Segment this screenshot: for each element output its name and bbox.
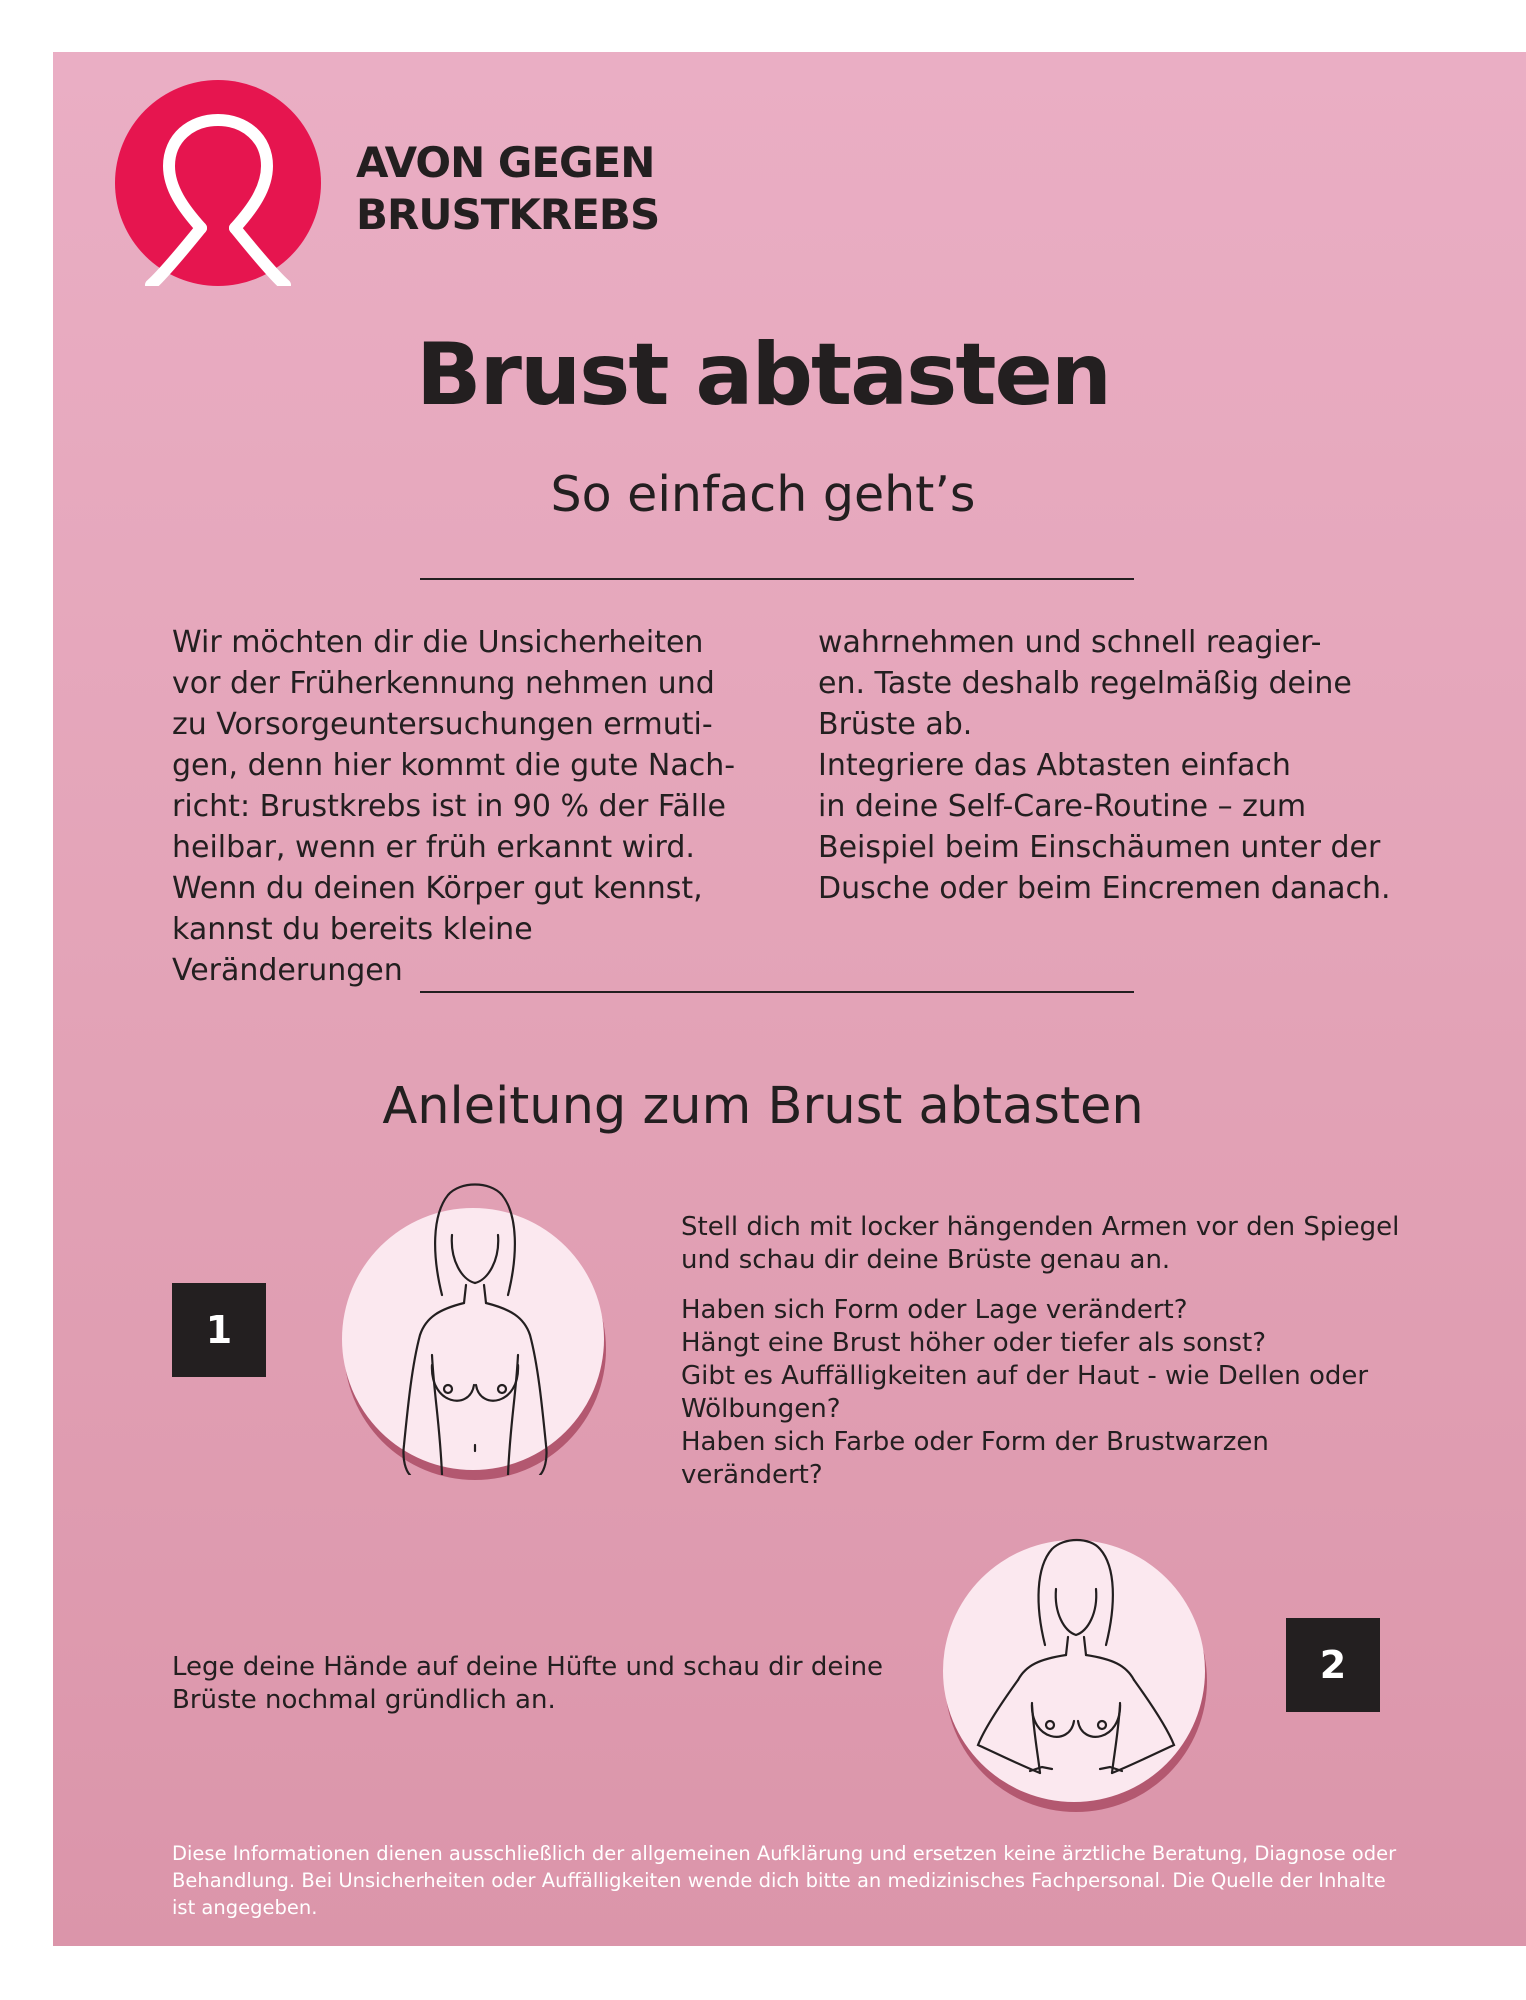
step-1-question: Haben sich Form oder Lage verändert? — [681, 1295, 1188, 1325]
step-1-number: 1 — [172, 1283, 266, 1377]
step-1-question: Haben sich Farbe oder Form der Brustwarzen verändert? — [681, 1427, 1269, 1490]
brand-name — [356, 137, 756, 241]
intro-line: in deine Self-Care-Routine – zum — [818, 789, 1307, 824]
section-heading: Anleitung zum Brust abtasten — [382, 1077, 1144, 1136]
step-2-instruction: Lege deine Hände auf deine Hüfte und schau dir deine Brüste nochmal gründlich an. — [172, 1652, 884, 1715]
intro-line: Beispiel beim Einschäumen unter der — [818, 830, 1381, 865]
step-1-instruction: Stell dich mit locker hängenden Armen vor den Spiegel und schau dir deine Brüste genau an. — [681, 1212, 1400, 1275]
brand-line-2: BRUSTKREBS — [356, 190, 660, 239]
page-subtitle: So einfach geht’s — [550, 466, 976, 523]
step-1-text — [681, 1211, 1401, 1492]
disclaimer-text: Diese Informationen dienen ausschließlich der allgemeinen Aufklärung und ersetzen keine ärztliche Beratung, Diagnose oder Behandlung. Bei Unsicherheiten oder Auffälligkeiten wende dich bitte an medizinisches Fachpersonal. Die Quelle der Inhalte ist angegeben. — [172, 1842, 1397, 1919]
intro-line: Wenn du deinen Körper gut kennst, — [172, 871, 703, 906]
intro-line: en. Taste deshalb regelmäßig deine — [818, 666, 1352, 701]
page-title: Brust abtasten — [415, 325, 1110, 425]
intro-column-right — [818, 622, 1398, 909]
step-1-question: Gibt es Auffälligkeiten auf der Haut - wie Dellen oder — [681, 1361, 1369, 1391]
intro-line: gen, denn hier kommt die gute Nach- — [172, 748, 736, 783]
intro-line: Brüste ab. — [818, 707, 973, 742]
figure-arms-down-illustration — [380, 1175, 570, 1475]
step-1-question: Hängt eine Brust höher oder tiefer als sonst? — [681, 1328, 1267, 1358]
intro-line: wahrnehmen und schnell reagier- — [818, 625, 1322, 660]
ribbon-logo-icon — [115, 80, 321, 286]
step-2-text — [172, 1651, 892, 1734]
intro-line: heilbar, wenn er früh erkannt wird. — [172, 830, 695, 865]
figure-hands-on-hips-illustration — [960, 1535, 1190, 1795]
intro-line: vor der Früherkennung nehmen und — [172, 666, 715, 701]
intro-line: Integriere das Abtasten einfach — [818, 748, 1291, 783]
divider-bottom — [420, 991, 1134, 993]
intro-line: Dusche oder beim Eincremen danach. — [818, 871, 1391, 906]
brand-line-1: AVON GEGEN — [356, 138, 655, 187]
intro-line: zu Vorsorgeuntersuchungen ermuti- — [172, 707, 713, 742]
intro-column-left — [172, 622, 772, 991]
intro-line: Wir möchten dir die Unsicherheiten — [172, 625, 704, 660]
step-1-question: Wölbungen? — [681, 1394, 841, 1424]
intro-line: richt: Brustkrebs ist in 90 % der Fälle — [172, 789, 726, 824]
intro-line: kannst du bereits kleine Veränderungen — [172, 912, 533, 988]
divider-top — [420, 578, 1134, 580]
step-2-number: 2 — [1286, 1618, 1380, 1712]
